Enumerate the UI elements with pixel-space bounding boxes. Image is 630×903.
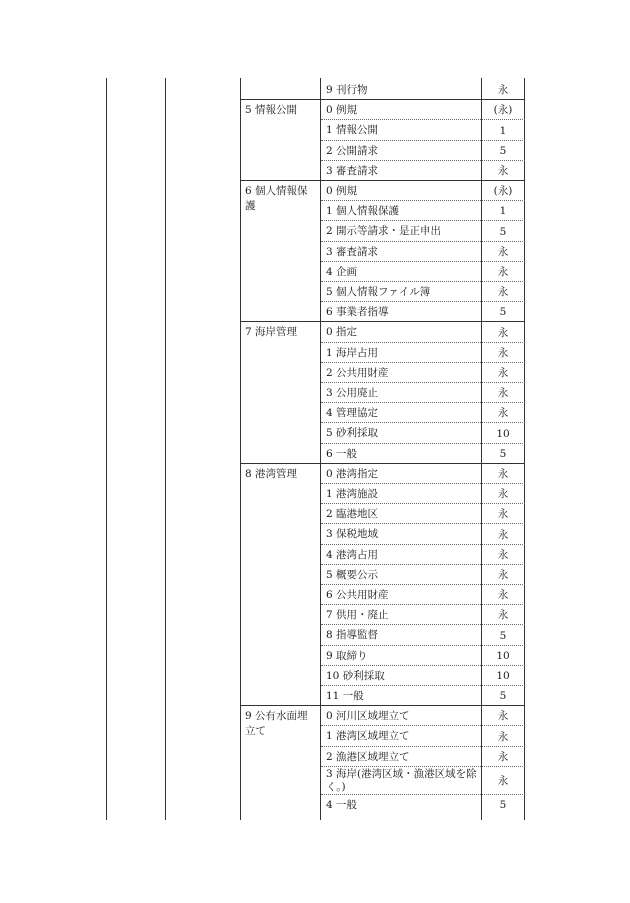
- row-divider: [321, 140, 525, 141]
- group-label: 7 海岸管理: [245, 326, 298, 339]
- retention-period: 永: [497, 568, 509, 581]
- column-border: [481, 78, 482, 820]
- item-name: 11 一般: [326, 690, 364, 702]
- item-name: 2 公共用財産: [326, 366, 389, 379]
- retention-period: 10: [496, 669, 510, 682]
- retention-period: 永: [497, 774, 509, 787]
- item-name: 3 保税地域: [326, 528, 379, 541]
- row-divider: [321, 746, 525, 747]
- item-name: 0 指定: [326, 326, 358, 339]
- row-divider: [321, 685, 525, 686]
- retention-period: 永: [497, 346, 509, 359]
- item-name: 3 審査請求: [326, 245, 379, 258]
- item-name: 2 開示等請求・是正申出: [326, 225, 442, 238]
- retention-period: 永: [497, 265, 509, 278]
- row-divider: [321, 564, 525, 565]
- retention-period: 永: [497, 326, 509, 339]
- retention-period: 永: [497, 164, 509, 177]
- retention-period: 10: [496, 649, 510, 662]
- retention-period: (永): [493, 185, 513, 198]
- retention-period: 10: [496, 427, 510, 440]
- item-name: 9 刊行物: [326, 84, 368, 96]
- retention-period: 5: [499, 144, 507, 157]
- item-name: 1 個人情報保護: [326, 205, 400, 218]
- retention-period: 永: [497, 407, 509, 420]
- row-divider: [321, 604, 525, 605]
- retention-period: 永: [497, 467, 509, 480]
- item-name: 2 漁港区域埋立て: [326, 750, 410, 763]
- item-name: 0 河川区域埋立て: [326, 710, 410, 723]
- item-name: 0 港湾指定: [326, 467, 379, 480]
- item-name: 4 管理協定: [326, 407, 379, 420]
- group-label: 8 港湾管理: [245, 467, 298, 480]
- item-name: 8 指導監督: [326, 629, 379, 642]
- column-border: [106, 78, 107, 820]
- row-divider: [321, 503, 525, 504]
- group-divider: [240, 99, 525, 100]
- group-divider: [240, 180, 525, 181]
- retention-period: 永: [497, 508, 509, 521]
- retention-period: 5: [499, 798, 507, 811]
- item-name: 0 例規: [326, 104, 358, 117]
- retention-period: 5: [499, 306, 507, 319]
- row-divider: [321, 241, 525, 242]
- item-name: 1 港湾区域埋立て: [326, 730, 410, 743]
- group-divider: [240, 321, 525, 322]
- item-name: 6 公共用財産: [326, 589, 389, 601]
- row-divider: [321, 281, 525, 282]
- row-divider: [321, 220, 525, 221]
- item-name: 1 港湾施設: [326, 488, 379, 500]
- item-name: 3 海岸(港湾区域・漁港区域を除く。): [326, 767, 477, 793]
- item-name: 0 例規: [326, 185, 358, 197]
- retention-period: 永: [497, 84, 509, 97]
- item-name: 3 公用廃止: [326, 387, 379, 399]
- row-divider: [321, 119, 525, 120]
- column-border: [165, 78, 166, 820]
- retention-period: 永: [497, 730, 509, 743]
- item-name: 5 個人情報ファイル簿: [326, 286, 431, 298]
- retention-period: 5: [499, 629, 507, 642]
- retention-period: 永: [497, 387, 509, 400]
- retention-period: 永: [497, 366, 509, 379]
- retention-period: 永: [497, 609, 509, 622]
- retention-period: 5: [499, 447, 507, 460]
- group-label: 9 公有水面埋立て: [245, 710, 308, 738]
- row-divider: [321, 483, 525, 484]
- row-divider: [321, 402, 525, 403]
- row-divider: [321, 261, 525, 262]
- retention-period: 永: [497, 245, 509, 258]
- item-name: 4 一般: [326, 798, 358, 811]
- item-name: 6 事業者指導: [326, 306, 389, 319]
- row-divider: [321, 624, 525, 625]
- item-name: 4 港湾占用: [326, 548, 379, 561]
- retention-period: 永: [497, 589, 509, 602]
- item-name: 1 海岸占用: [326, 346, 379, 359]
- group-label: 6 個人情報保護: [245, 185, 308, 212]
- group-divider: [240, 463, 525, 464]
- row-divider: [321, 523, 525, 524]
- row-divider: [321, 645, 525, 646]
- group-divider: [240, 705, 525, 706]
- row-divider: [321, 342, 525, 343]
- row-divider: [321, 362, 525, 363]
- retention-period: 永: [497, 488, 509, 501]
- retention-period: 5: [499, 690, 507, 703]
- row-divider: [321, 422, 525, 423]
- row-divider: [321, 301, 525, 302]
- row-divider: [321, 200, 525, 201]
- retention-period: 1: [499, 124, 507, 137]
- item-name: 10 砂利採取: [326, 669, 385, 682]
- row-divider: [321, 665, 525, 666]
- retention-period: 永: [497, 286, 509, 299]
- retention-period: 永: [497, 710, 509, 723]
- column-border: [524, 78, 525, 820]
- item-name: 5 概要公示: [326, 568, 379, 581]
- row-divider: [321, 584, 525, 585]
- row-divider: [321, 766, 525, 767]
- retention-period: 永: [497, 750, 509, 763]
- retention-period: 1: [499, 205, 507, 218]
- retention-period: 5: [499, 225, 507, 238]
- item-name: 6 一般: [326, 447, 358, 460]
- retention-period: (永): [493, 104, 513, 117]
- item-name: 7 供用・廃止: [326, 609, 389, 622]
- item-name: 2 公開請求: [326, 144, 379, 157]
- row-divider: [321, 443, 525, 444]
- item-name: 1 情報公開: [326, 124, 379, 137]
- row-divider: [321, 794, 525, 795]
- retention-period: 永: [497, 528, 509, 541]
- item-name: 3 審査請求: [326, 164, 379, 177]
- column-border: [320, 78, 321, 820]
- retention-period: 永: [497, 548, 509, 561]
- column-border: [240, 78, 241, 820]
- row-divider: [321, 725, 525, 726]
- group-label: 5 情報公開: [245, 104, 298, 117]
- item-name: 4 企画: [326, 265, 358, 278]
- row-divider: [321, 544, 525, 545]
- item-name: 9 取締り: [326, 649, 368, 662]
- row-divider: [321, 160, 525, 161]
- item-name: 2 臨港地区: [326, 508, 379, 521]
- row-divider: [321, 382, 525, 383]
- item-name: 5 砂利採取: [326, 427, 379, 440]
